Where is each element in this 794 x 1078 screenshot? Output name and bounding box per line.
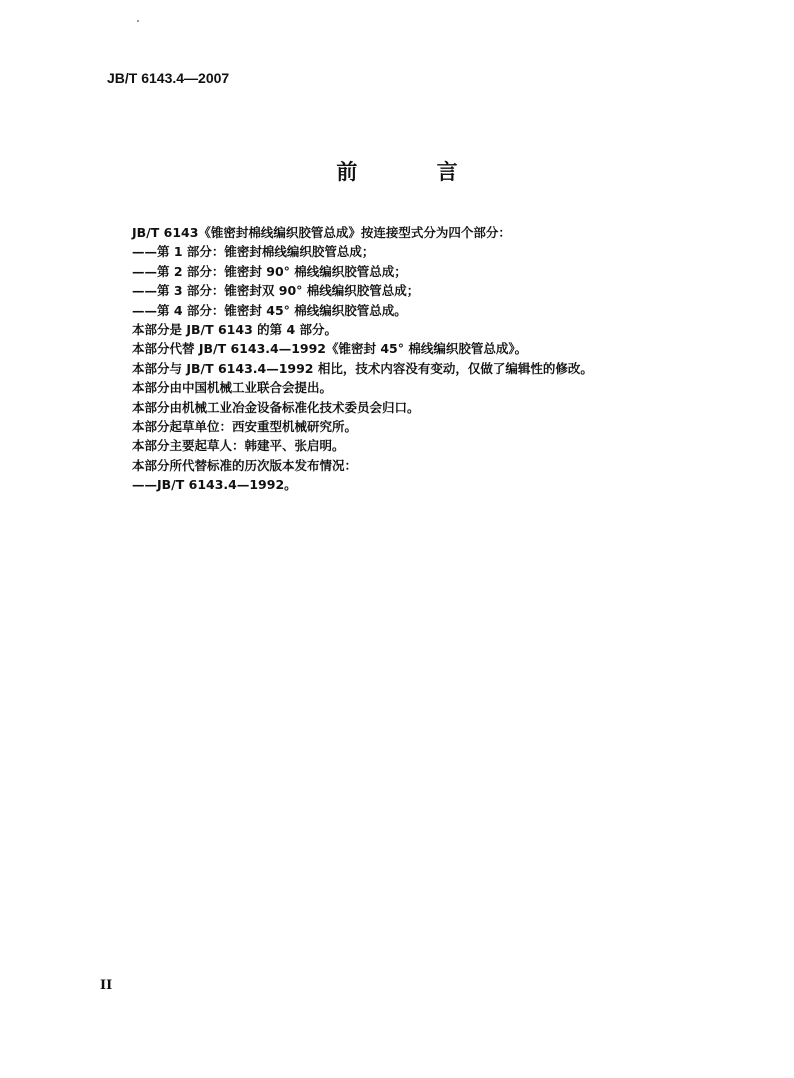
paragraph-line: 本部分代替 JB/T 6143.4—1992《锥密封 45° 棉线编织胶管总成》。 (132, 341, 528, 357)
paragraph-line: ——第 3 部分：锥密封双 90° 棉线编织胶管总成； (132, 283, 420, 299)
paragraph-line: 本部分起草单位：西安重型机械研究所。 (132, 418, 358, 434)
paragraph-line: ——JB/T 6143.4—1992。 (132, 477, 297, 493)
standard-code: JB/T 6143.4—2007 (107, 70, 230, 86)
page-title: 前 言 (336, 160, 494, 184)
paragraph-line: 本部分是 JB/T 6143 的第 4 部分。 (132, 321, 338, 337)
paragraph-line: ——第 4 部分：锥密封 45° 棉线编织胶管总成。 (132, 302, 407, 318)
foreword-body (132, 223, 752, 494)
paragraph-line: 本部分由机械工业冶金设备标准化技术委员会归口。 (132, 399, 420, 415)
scan-speck (137, 20, 139, 22)
paragraph-line: 本部分与 JB/T 6143.4—1992 相比，技术内容没有变动，仅做了编辑性的修改。 (132, 360, 593, 376)
paragraph-line: 本部分主要起草人：韩建平、张启明。 (132, 438, 345, 454)
paragraph-line: 本部分由中国机械工业联合会提出。 (132, 380, 333, 396)
paragraph-line: ——第 1 部分：锥密封棉线编织胶管总成； (132, 244, 375, 260)
paragraph-line: 本部分所代替标准的历次版本发布情况： (132, 457, 358, 473)
paragraph-line: ——第 2 部分：锥密封 90° 棉线编织胶管总成； (132, 263, 407, 279)
page-number: II (100, 978, 113, 993)
paragraph-line: JB/T 6143《锥密封棉线编织胶管总成》按连接型式分为四个部分： (132, 225, 511, 240)
